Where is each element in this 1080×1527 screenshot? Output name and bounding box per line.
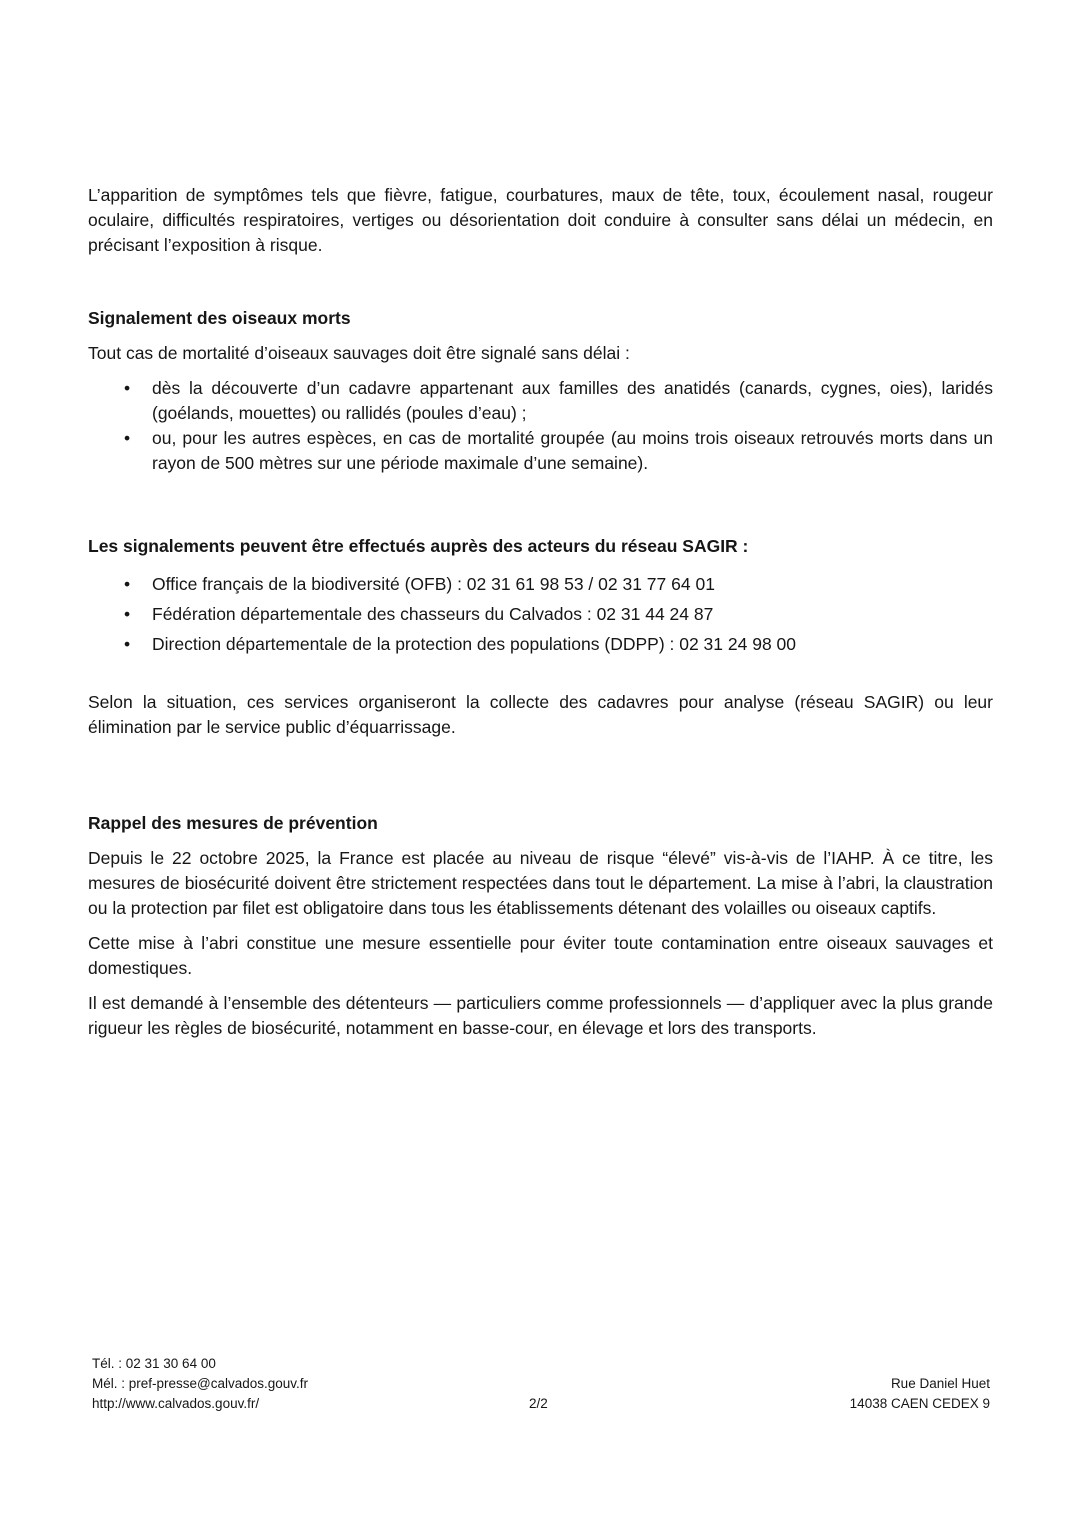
footer-website-link[interactable]: http://www.calvados.gouv.fr/: [92, 1396, 260, 1411]
footer-email: Mél. : pref-presse@calvados.gouv.fr: [92, 1376, 309, 1391]
sagir-closing-paragraph: Selon la situation, ces services organiseront la collecte des cadavres pour analyse (réseau SAGIR) ou leur élimination par le service public d’équarrissage.: [88, 692, 993, 737]
contact-ddpp: Direction départementale de la protection des populations (DDPP) : 02 31 24 98 00: [152, 634, 797, 654]
address-line-2: 14038 CAEN CEDEX 9: [849, 1396, 990, 1411]
dead-birds-lead: Tout cas de mortalité d’oiseaux sauvages doit être signalé sans délai :: [88, 343, 630, 363]
footer-address: [850, 1374, 990, 1414]
list-item: [88, 599, 993, 629]
footer-tel: Tél. : 02 31 30 64 00: [92, 1356, 216, 1371]
list-item: [88, 426, 993, 476]
list-item-text: dès la découverte d’un cadavre appartenant aux familles des anatidés (canards, cygnes, oies), laridés (goélands, mouettes) ou rallidés (poules d’eau) ;: [152, 378, 993, 423]
contact-fdc: Fédération départementale des chasseurs du Calvados : 02 31 44 24 87: [152, 604, 714, 624]
page-number: 2/2: [529, 1396, 548, 1411]
footer-contact: [92, 1354, 308, 1414]
bullet-icon: •: [124, 428, 131, 448]
list-item-text: ou, pour les autres espèces, en cas de mortalité groupée (au moins trois oiseaux retrouvés morts dans un rayon de 500 mètres sur une période maximale d’une semaine).: [152, 428, 993, 473]
dead-birds-list: [88, 376, 993, 476]
contact-ofb: Office français de la biodiversité (OFB) : 02 31 61 98 53 / 02 31 77 64 01: [152, 574, 715, 594]
prevention-paragraph-3: Il est demandé à l’ensemble des détenteurs — particuliers comme professionnels — d’appliquer avec la plus grande rigueur les règles de biosécurité, notamment en basse-cour, en élevage et lors des transports.: [88, 993, 993, 1038]
address-line-1: Rue Daniel Huet: [890, 1376, 990, 1391]
heading-dead-birds: Signalement des oiseaux morts: [88, 308, 351, 328]
sagir-contacts-list: [88, 569, 993, 659]
bullet-icon: •: [124, 574, 131, 594]
bullet-icon: •: [124, 604, 131, 624]
bullet-icon: •: [124, 378, 131, 398]
prevention-paragraph-1: Depuis le 22 octobre 2025, la France est placée au niveau de risque “élevé” vis-à-vis de l’IAHP. À ce titre, les mesures de biosécurité doivent être strictement respectées dans tout le département. La mise à l’abri, la claustration ou la protection par filet est obligatoire dans tous les établissements détenant des volailles ou oiseaux captifs.: [88, 848, 993, 918]
list-item: [88, 569, 993, 599]
list-item: [88, 376, 993, 426]
document-body: [88, 183, 993, 1041]
bullet-icon: •: [124, 634, 131, 654]
intro-paragraph: L’apparition de symptômes tels que fièvre, fatigue, courbatures, maux de tête, toux, écoulement nasal, rougeur oculaire, difficultés respiratoires, vertiges ou désorientation doit conduire à consulter sans délai un médecin, en précisant l’exposition à risque.: [88, 185, 993, 255]
list-item: [88, 629, 993, 659]
prevention-paragraph-2: Cette mise à l’abri constitue une mesure essentielle pour éviter toute contamination entre oiseaux sauvages et domestiques.: [88, 933, 993, 978]
heading-sagir: Les signalements peuvent être effectués auprès des acteurs du réseau SAGIR :: [88, 536, 749, 556]
heading-prevention: Rappel des mesures de prévention: [88, 813, 378, 833]
